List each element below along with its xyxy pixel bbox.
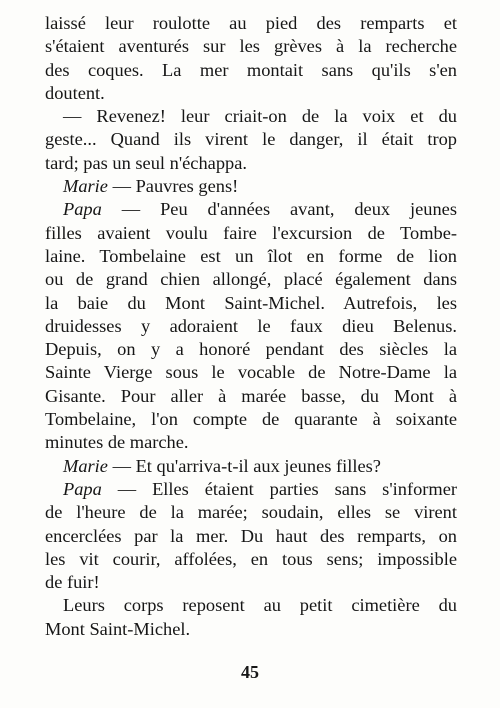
text-line: de fuir! xyxy=(45,572,100,593)
text-line: laissé leur roulotte au pied des remparts et xyxy=(45,13,457,33)
speaker-name: Papa xyxy=(63,199,102,220)
dialogue-line xyxy=(45,175,457,198)
text-line: Tombelaine, l'on compte de quarante à soixante xyxy=(45,409,457,430)
text-line: druidesses y adoraient le faux dieu Belenus. xyxy=(45,315,457,336)
text-line: ou de grand chien allongé, placé également dans xyxy=(45,269,457,290)
speaker-dash: — xyxy=(112,455,131,476)
text-line: filles avaient voulu faire l'excursion de Tombe- xyxy=(45,222,457,243)
text-line: minutes de marche. xyxy=(45,432,189,453)
speaker-dash: — xyxy=(112,176,131,197)
dialogue-text: Et qu'arriva-t-il aux jeunes filles? xyxy=(135,455,381,476)
text-line: Mont Saint-Michel. xyxy=(45,618,191,639)
text-line: les vit courir, affolées, en tous sens; impossible xyxy=(45,548,457,569)
text-line: la baie du Mont Saint-Michel. Autrefois, les xyxy=(45,292,457,313)
text-line: Gisante. Pour aller à marée basse, du Mont à xyxy=(45,385,457,406)
dialogue-text: Elles étaient parties sans s'informer xyxy=(152,478,457,499)
speaker-name: Marie xyxy=(63,455,108,476)
text-line: des coques. La mer montait sans qu'ils s'en xyxy=(45,59,457,80)
text-line: Sainte Vierge sous le vocable de Notre-Dame la xyxy=(45,362,457,383)
dialogue-line xyxy=(45,478,457,501)
page-number: 45 xyxy=(241,662,259,682)
speaker-name: Papa xyxy=(63,478,102,499)
speaker-dash: — xyxy=(121,199,141,220)
dialogue-text: Pauvres gens! xyxy=(135,176,239,197)
text-line: laine. Tombelaine est un îlot en forme de lion xyxy=(45,245,457,266)
body-text xyxy=(45,12,457,641)
text-line: de l'heure de la marée; soudain, elles se virent xyxy=(45,502,457,523)
dialogue-line xyxy=(45,455,457,478)
speaker-dash: — xyxy=(117,478,137,499)
text-line: geste... Quand ils virent le danger, il était trop xyxy=(45,129,457,150)
text-line: encerclées par la mer. Du haut des remparts, on xyxy=(45,525,457,546)
dialogue-text: Peu d'années avant, deux jeunes xyxy=(160,199,457,220)
text-line: doutent. xyxy=(45,82,105,103)
text-line: s'étaient aventurés sur les grèves à la recherche xyxy=(45,36,457,57)
text-line: — Revenez! leur criait-on de la voix et du xyxy=(63,106,457,127)
text-line: tard; pas un seul n'échappa. xyxy=(45,152,247,173)
text-line: Depuis, on y a honoré pendant des siècles la xyxy=(45,339,457,360)
dialogue-line xyxy=(45,198,457,221)
text-line: Leurs corps reposent au petit cimetière du xyxy=(63,595,457,616)
speaker-name: Marie xyxy=(63,176,108,197)
